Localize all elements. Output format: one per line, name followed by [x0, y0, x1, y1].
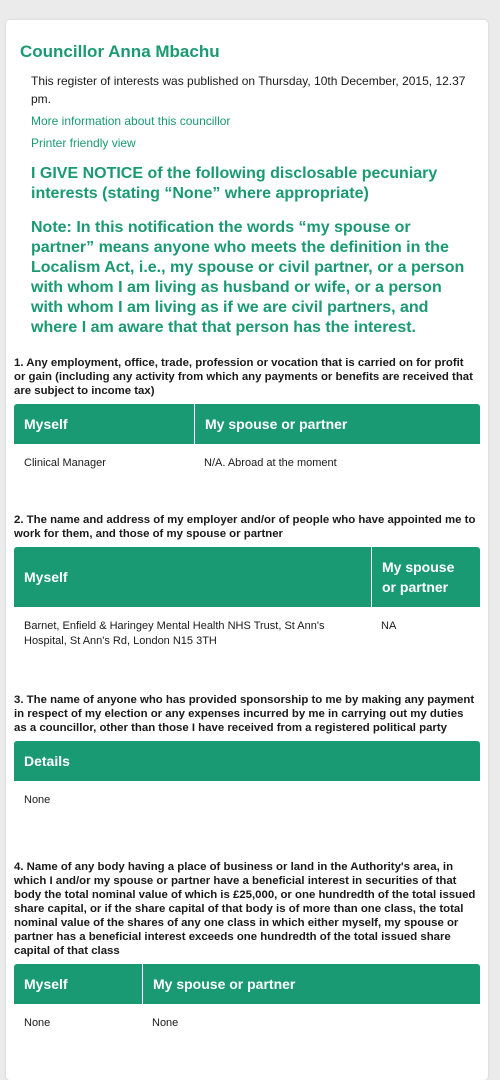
table-cell-myself: None: [24, 1017, 51, 1029]
interest-section-2: [14, 513, 480, 659]
table-cell-spouse: N/A. Abroad at the moment: [204, 457, 337, 469]
interest-table: [14, 404, 480, 481]
note-text: Note: In this notification the words “my spouse or partner” means anyone who meets the definition in the Localism Act, i.e., my spouse or civil partner, or a person with whom I am living as husband or wife, or a person with whom I am living as if we are civil partners, and where I am aware that that person has the interest.: [31, 219, 465, 336]
register-meta: [31, 72, 480, 152]
published-text: This register of interests was published on Thursday, 10th December, 2015, 12.37 pm.: [31, 74, 466, 106]
printer-friendly-link[interactable]: Printer friendly view: [31, 136, 136, 150]
table-cell-spouse: None: [152, 1017, 179, 1029]
interest-section-1: [14, 356, 480, 481]
table-cell-details: None: [24, 794, 51, 806]
table-header-row: [14, 547, 480, 607]
interest-table: [14, 741, 480, 818]
column-header-myself: Myself: [14, 964, 142, 1004]
interest-section-3: [14, 693, 480, 818]
column-header-details: Details: [14, 741, 480, 781]
table-header-row: [14, 964, 480, 1004]
interest-table: [14, 547, 480, 659]
table-row: [14, 607, 480, 659]
notice-text: I GIVE NOTICE of the following disclosable pecuniary interests (stating “None” where appropriate): [31, 165, 438, 202]
notice-block: [31, 164, 470, 338]
table-header-row: [14, 741, 480, 781]
interest-table: [14, 964, 480, 1041]
more-info-link[interactable]: More information about this councillor: [31, 114, 231, 128]
table-header-row: [14, 404, 480, 444]
table-cell-myself: Barnet, Enfield & Haringey Mental Health NHS Trust, St Ann's Hospital, St Ann's Rd, London N15 3TH: [24, 620, 325, 647]
table-row: [14, 1004, 480, 1041]
interest-section-4: [14, 860, 480, 1041]
table-row: [14, 781, 480, 818]
column-header-myself: Myself: [14, 547, 371, 607]
table-row: [14, 444, 480, 481]
column-header-myself: Myself: [14, 404, 194, 444]
table-cell-myself: Clinical Manager: [24, 457, 106, 469]
section-question: 3. The name of anyone who has provided sponsorship to me by making any payment in respect of my election or any expenses incurred by me in carrying out my duties as a councillor, other than those I have received from a registered political party: [14, 694, 475, 734]
register-card: [6, 20, 488, 1080]
column-header-spouse: My spouse or partner: [371, 547, 480, 607]
column-header-spouse: My spouse or partner: [142, 964, 480, 1004]
table-cell-spouse: NA: [381, 620, 397, 632]
section-question: 1. Any employment, office, trade, profession or vocation that is carried on for profit or gain (including any activity from which any payments or benefits are received that are subject to income tax): [14, 357, 473, 397]
councillor-name: Councillor Anna Mbachu: [20, 42, 220, 61]
section-question: 2. The name and address of my employer and/or of people who have appointed me to work for them, and those of my spouse or partner: [14, 514, 476, 540]
section-question: 4. Name of any body having a place of business or land in the Authority's area, in which I and/or my spouse or partner have a beneficial interest in securities of that body the total nominal value of which is £25,000, or one hundredth of the total issued share capital, or if the share capital of that body is of more than one class, the total nominal value of the shares of any one class in which either myself, my spouse or partner has a beneficial interest exceeds one hundredth of the total issued share capital of that class: [14, 861, 476, 957]
column-header-spouse: My spouse or partner: [194, 404, 480, 444]
